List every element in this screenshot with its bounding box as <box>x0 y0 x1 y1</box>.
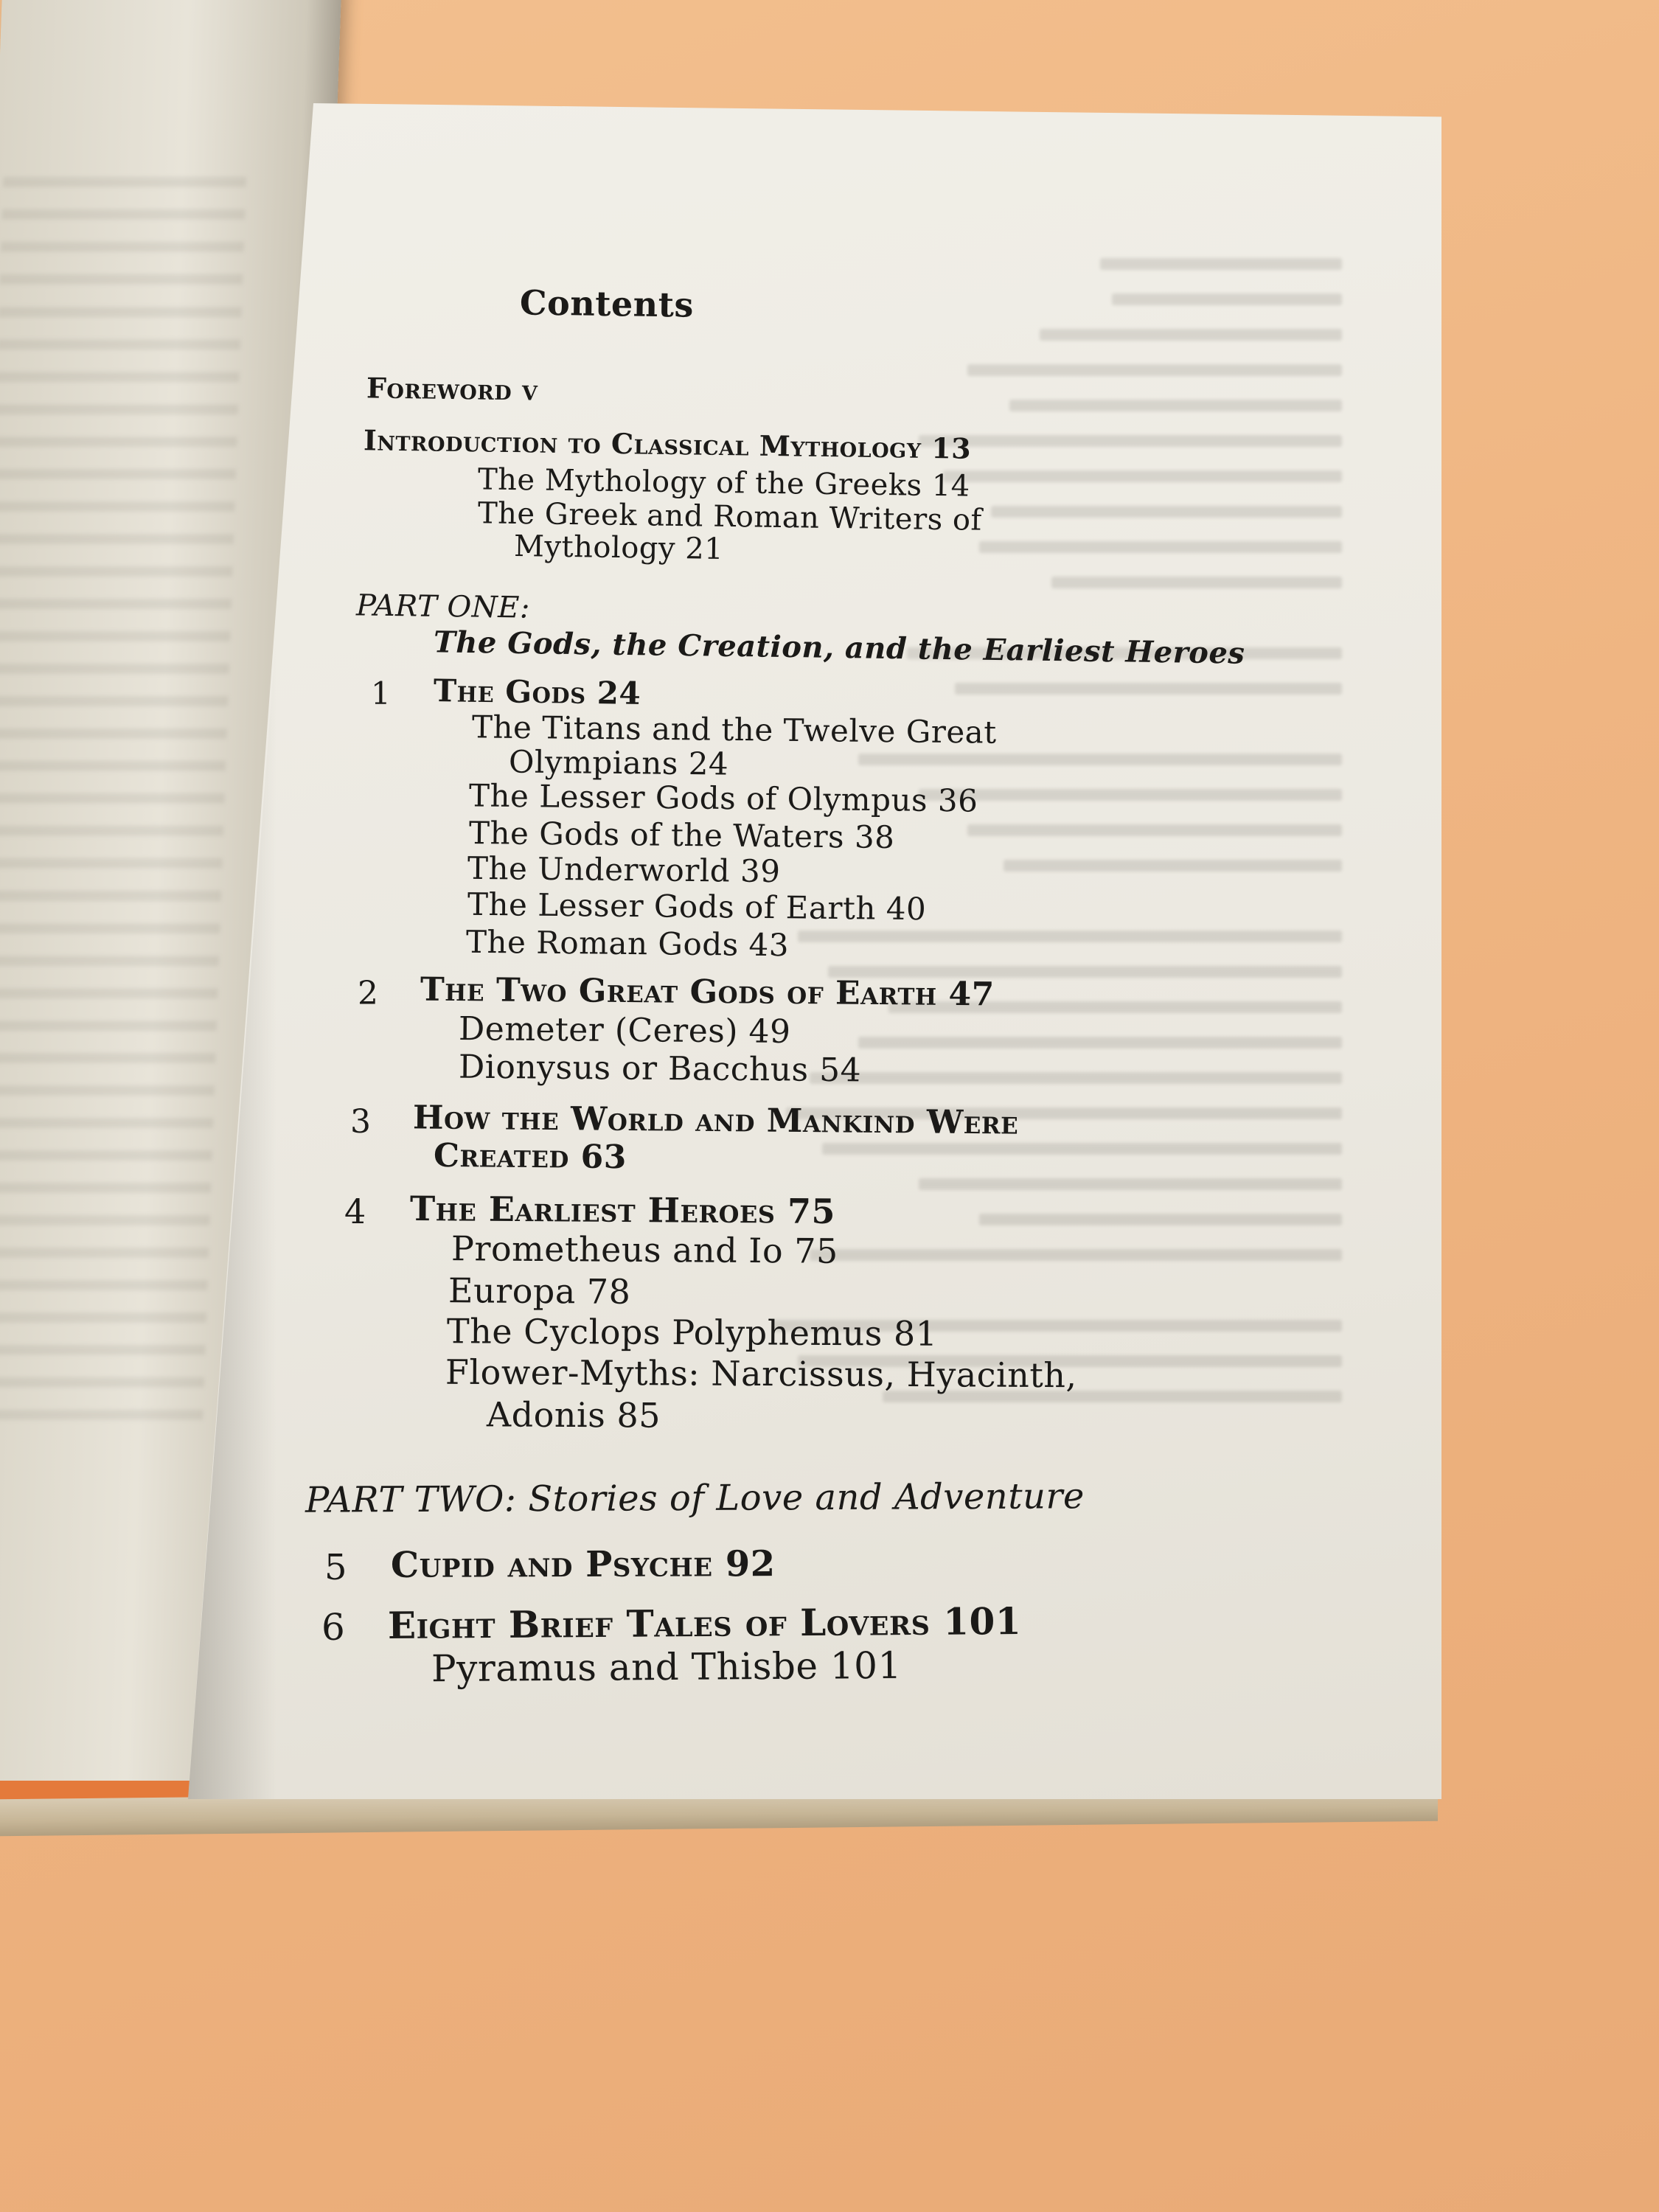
intro-subentry: The Mythology of the Greeks 14 <box>477 462 971 504</box>
chapter-6-subentry: Pyramus and Thisbe 101 <box>431 1644 902 1691</box>
chapter-6-title: Eight Brief Tales of Lovers 101 <box>387 1599 1022 1647</box>
intro-subentry: The Greek and Roman Writers of <box>477 496 983 538</box>
chapter-1-subentry: The Underworld 39 <box>467 849 781 890</box>
chapter-4-subentry: Adonis 85 <box>486 1394 661 1436</box>
intro-subentry: Mythology 21 <box>513 529 724 566</box>
foreword-entry: Foreword v <box>366 371 538 407</box>
chapter-4-number: 4 <box>344 1192 366 1231</box>
chapter-2-title: The Two Great Gods of Earth 47 <box>420 970 995 1014</box>
chapter-4-subentry: Prometheus and Io 75 <box>451 1228 838 1271</box>
chapter-4-subentry: The Cyclops Polyphemus 81 <box>446 1311 938 1354</box>
chapter-1-subentry: Olympians 24 <box>508 743 729 782</box>
chapter-1-subentry: The Titans and the Twelve Great <box>471 709 997 751</box>
chapter-4-subentry: Europa 78 <box>448 1270 631 1312</box>
introduction-entry: Introduction to Classical Mythology 13 <box>363 423 972 465</box>
part-two-heading: PART TWO: Stories of Love and Adventure <box>305 1475 1085 1521</box>
chapter-1-subentry: The Gods of the Waters 38 <box>468 814 895 856</box>
chapter-2-subentry: Demeter (Ceres) 49 <box>458 1010 791 1051</box>
chapter-1-title: The Gods 24 <box>433 672 641 712</box>
chapter-4-title: The Earliest Heroes 75 <box>409 1188 836 1232</box>
part-one-label: PART ONE: <box>355 588 531 625</box>
chapter-5-number: 5 <box>324 1547 348 1588</box>
contents-heading: Contents <box>519 282 695 325</box>
chapter-1-number: 1 <box>371 675 392 712</box>
chapter-3-title: How the World and Mankind Were <box>412 1099 1019 1142</box>
part-one-subtitle: The Gods, the Creation, and the Earliest Heroes <box>433 625 1245 671</box>
chapter-6-number: 6 <box>321 1606 346 1649</box>
chapter-3-title-continued: Created 63 <box>433 1136 627 1177</box>
chapter-1-subentry: The Lesser Gods of Earth 40 <box>467 886 927 928</box>
chapter-3-number: 3 <box>350 1103 372 1141</box>
chapter-5-title: Cupid and Psyche 92 <box>390 1543 776 1586</box>
chapter-4-subentry: Flower-Myths: Narcissus, Hyacinth, <box>445 1352 1077 1396</box>
chapter-2-subentry: Dionysus or Bacchus 54 <box>458 1048 862 1090</box>
chapter-2-number: 2 <box>358 975 379 1012</box>
chapter-1-subentry: The Lesser Gods of Olympus 36 <box>468 777 978 819</box>
chapter-1-subentry: The Roman Gods 43 <box>465 923 790 964</box>
